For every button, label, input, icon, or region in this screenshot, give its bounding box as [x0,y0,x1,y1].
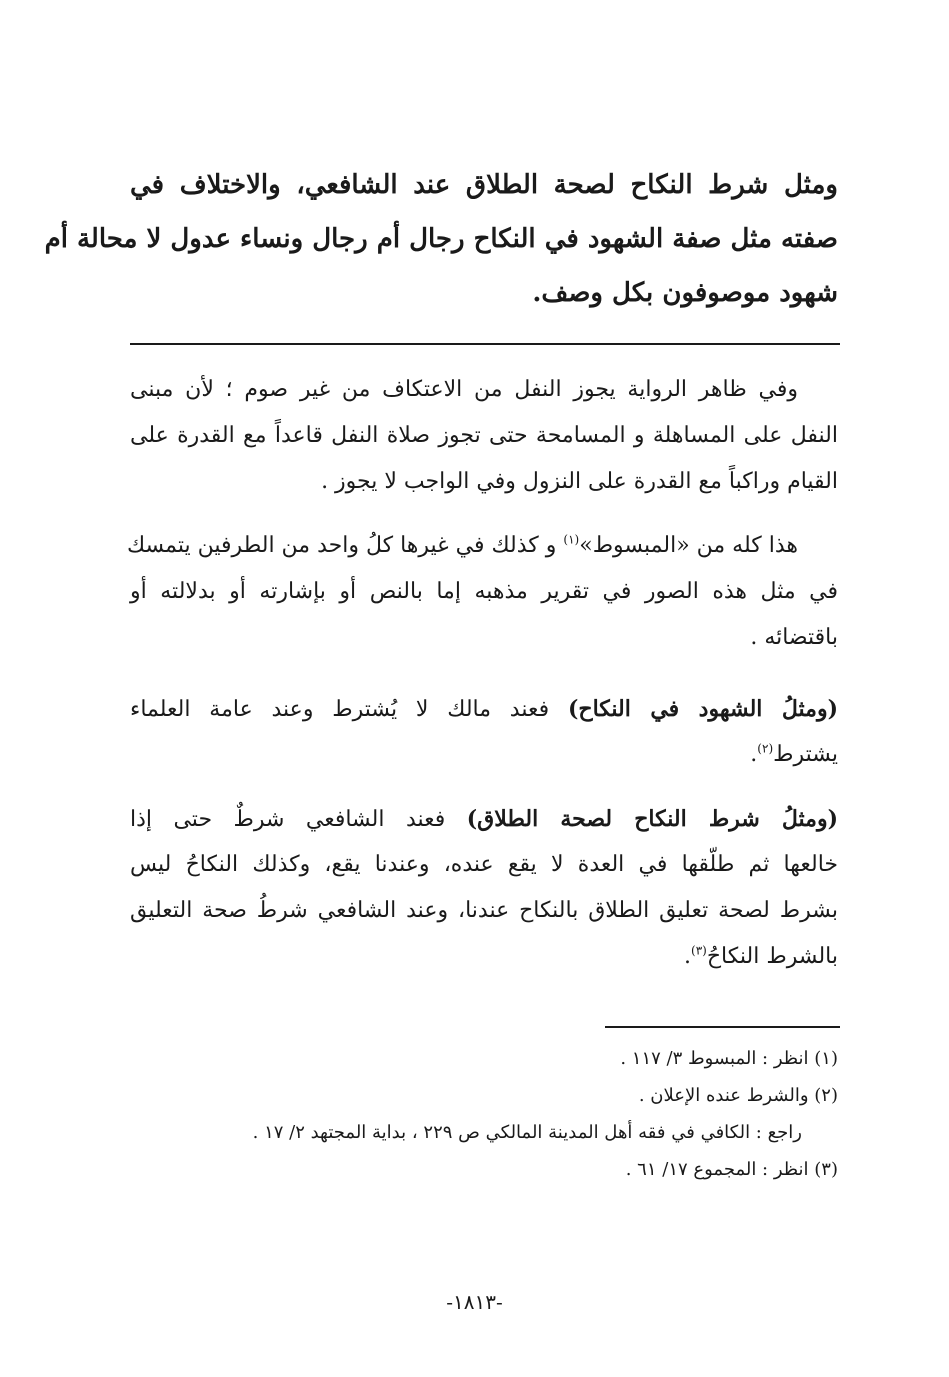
commentary-paragraph [130,686,838,778]
commentary-line [130,796,838,842]
commentary-text: و كذلك في غيرها كلُ واحد من الطرفين يتمسك [127,533,557,558]
footnote: (٣) انظر : المجموع ١٧/ ٦١ . [625,1159,838,1180]
quoted-matn: (ومثلُ شرط النكاح لصحة الطلاق) [466,806,838,832]
footnotes [190,1040,838,1188]
commentary-text: فعند الشافعي شرطٌ حتى إذا [130,807,446,832]
footnote: راجع : الكافي في فقه أهل المدينة المالكي ص ٢٢٩ ، بداية المجتهد ٢/ ١٧ . [252,1122,802,1143]
commentary-line [130,686,838,732]
commentary-paragraph [127,523,838,661]
main-text-line: شهود موصوفون بكل وصف. [532,278,838,308]
main-text [44,158,838,320]
source-citation: هذا كله من «المبسوط» [579,533,798,558]
commentary-paragraph [130,796,838,980]
footnote-separator [605,1026,840,1028]
commentary-text: . [684,944,692,969]
footnote: (١) انظر : المبسوط ٣/ ١١٧ . [620,1048,838,1069]
footnote: (٢) والشرط عنده الإعلان . [638,1085,838,1106]
commentary-line: باقتضائه . [750,625,838,650]
commentary-line [127,523,838,569]
main-text-line: صفته مثل صفة الشهود في النكاح رجال أم رجال ونساء عدول لا محالة أم [44,224,838,254]
commentary-text: يشترط [773,742,838,767]
main-text-line: ومثل شرط النكاح لصحة الطلاق عند الشافعي، والاختلاف في [130,170,838,200]
footnote-ref: (١) [563,532,580,547]
commentary-text: . [750,742,758,767]
quoted-matn: (ومثلُ الشهود في النكاح) [567,696,838,722]
page-number: -١٨١٣- [446,1290,503,1314]
commentary-text: فعند مالك لا يُشترط وعند عامة العلماء [130,697,550,722]
footnote-ref: (٢) [757,741,774,756]
commentary-line: في مثل هذه الصور في تقرير مذهبه إما بالنص أو بإشارته أو بدلالته أو [130,579,838,604]
commentary-line: وفي ظاهر الرواية يجوز النفل من الاعتكاف من غير صوم ؛ لأن مبنى [130,377,798,402]
commentary-line: خالعها ثم طلّقها في العدة لا يقع عنده، وعندنا يقع، وكذلك النكاحُ ليس [130,852,838,877]
commentary-line [130,732,838,778]
commentary-text: بالشرط النكاحُ [706,944,838,969]
commentary-line: النفل على المساهلة و المسامحة حتى تجوز صلاة النفل قاعداً مع القدرة على [130,423,838,448]
footnote-ref: (٣) [691,943,707,958]
commentary-line [130,934,838,980]
commentary-line: القيام وراكباً مع القدرة على النزول وفي الواجب لا يجوز . [321,469,838,494]
commentary-paragraph [130,367,838,505]
main-text-separator [130,343,840,345]
commentary-line: بشرط لصحة تعليق الطلاق بالنكاح عندنا، وعند الشافعي شرطُ صحة التعليق [130,898,838,923]
